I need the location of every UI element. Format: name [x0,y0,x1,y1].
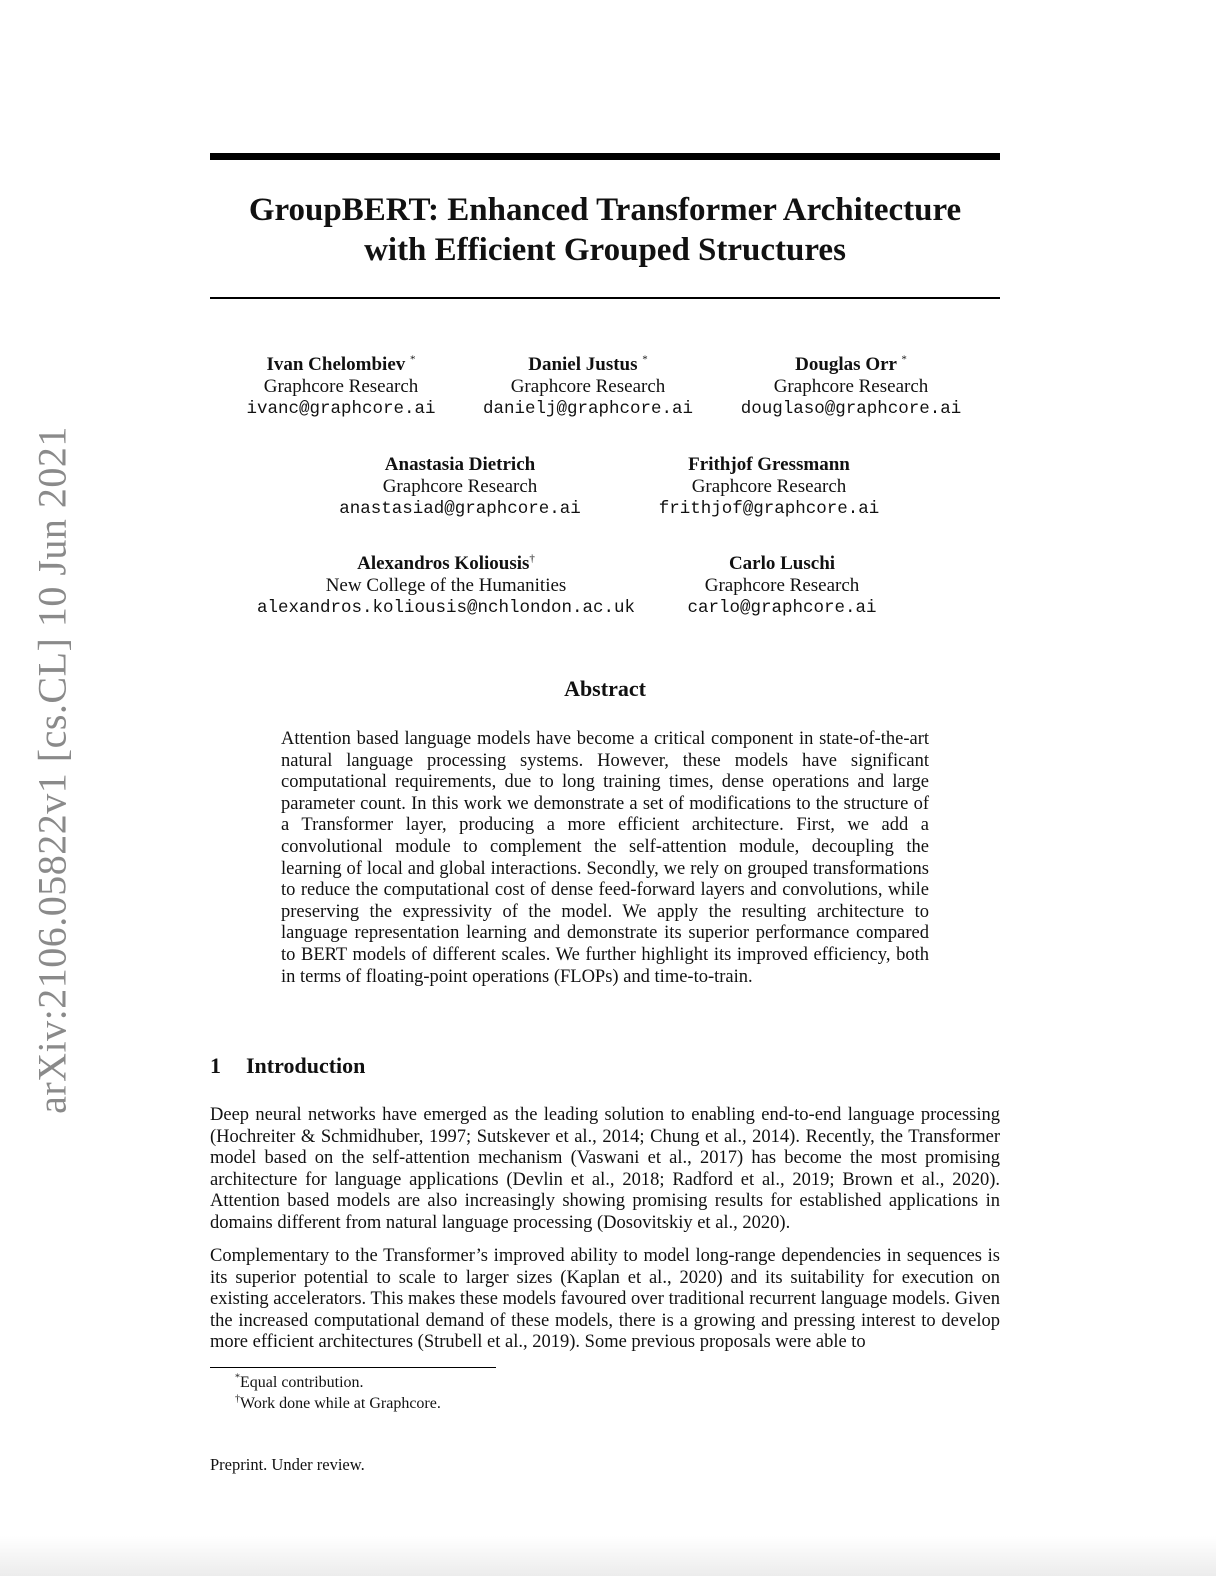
author-email: frithjof@graphcore.ai [658,499,880,519]
footnote-graphcore [235,1394,441,1414]
author-affiliation: Graphcore Research [691,476,847,497]
author-affiliation: Graphcore Research [704,575,860,596]
author-email: danielj@graphcore.ai [482,399,694,419]
author-block [659,454,880,520]
footnote-mark: † [235,1393,240,1405]
section-heading-introduction [210,1053,365,1079]
footnote-text: Work done while at Graphcore. [240,1395,441,1412]
author-block [483,354,693,420]
author-affiliation: Graphcore Research [773,376,929,397]
footnote-equal-contribution [235,1373,364,1393]
arxiv-side-stamp: arXiv:2106.05822v1 [cs.CL] 10 Jun 2021 [29,426,75,1114]
abstract-text: Attention based language models have become a critical component in state-of-the-art natural language processing systems. However, these models have significant computational requirements, due to long training times, dense operations and large parameter count. In this work we demonstrate a set of modifications to the structure of a Transformer layer, producing a more efficient architecture. First, we add a convolutional module to complement the self-attention module, decoupling the learning of local and global interactions. Secondly, we rely on grouped transformations to reduce the computational cost of dense feed-forward layers and convolutions, while preserving the expressivity of the model. We apply the resulting architecture to language representation learning and demonstrate its superior performance compared to BERT models of different scales. We further highlight its improved efficiency, both in terms of floating-point operations (FLOPs) and time-to-train. [281,729,929,987]
author-name: Douglas Orr * [795,353,907,375]
author-affiliation: Graphcore Research [510,376,666,397]
footnote-mark: * [235,1372,240,1384]
title-bottom-rule [210,297,1000,299]
author-block [741,354,962,420]
intro-paragraph-1: Deep neural networks have emerged as the leading solution to enabling end-to-end language processing (Hochreiter & Schmidhuber, 1997; Sutskever et al., 2014; Chung et al., 2014). Recently, the Transformer model based on the self-attention mechanism (Vaswani et al., 2017) has become the most promising architecture for language applications (Devlin et al., 2018; Radford et al., 2019; Brown et al., 2020). Attention based models are also increasingly showing promising results for established applications in domains different from natural language processing (Dosovitskiy et al., 2020). [210,1105,1000,1233]
author-email: alexandros.koliousis@nchlondon.ac.uk [256,598,636,618]
title-line-1: GroupBERT: Enhanced Transformer Architecture [248,192,962,228]
title-line-2: with Efficient Grouped Structures [364,232,846,268]
author-name: Frithjof Gressmann [688,454,850,475]
title-top-rule [210,153,1000,160]
footnote-rule [210,1367,496,1368]
bottom-shade [0,1536,1216,1576]
author-affiliation: Graphcore Research [382,476,538,497]
section-number: 1 [210,1053,221,1078]
footnote-text: Equal contribution. [240,1374,364,1391]
author-name: Carlo Luschi [728,553,836,574]
preprint-note: Preprint. Under review. [210,1455,365,1474]
section-title: Introduction [246,1053,366,1078]
author-name: Anastasia Dietrich [384,454,536,475]
author-block [257,553,635,619]
author-name: Daniel Justus * [528,353,648,375]
paper-title [210,190,1000,270]
author-block [687,553,876,619]
author-email: ivanc@graphcore.ai [246,399,436,419]
author-email: douglaso@graphcore.ai [740,399,962,419]
intro-paragraph-2: Complementary to the Transformer’s improved ability to model long-range dependencies in sequences is its superior potential to scale to larger sizes (Kaplan et al., 2020) and its suitability for execution on existing accelerators. This makes these models favoured over traditional recurrent language models. Given the increased computational demand of these models, there is a growing and pressing interest to develop more efficient architectures (Strubell et al., 2019). Some previous proposals were able to [210,1246,1000,1353]
author-email: carlo@graphcore.ai [687,598,877,618]
author-affiliation: New College of the Humanities [325,575,567,596]
author-name: Ivan Chelombiev * [266,353,416,375]
author-block [339,454,581,520]
author-affiliation: Graphcore Research [263,376,419,397]
author-email: anastasiad@graphcore.ai [339,499,581,519]
abstract-heading: Abstract [564,676,646,701]
author-block [246,354,435,420]
author-name: Alexandros Koliousis† [357,552,535,574]
